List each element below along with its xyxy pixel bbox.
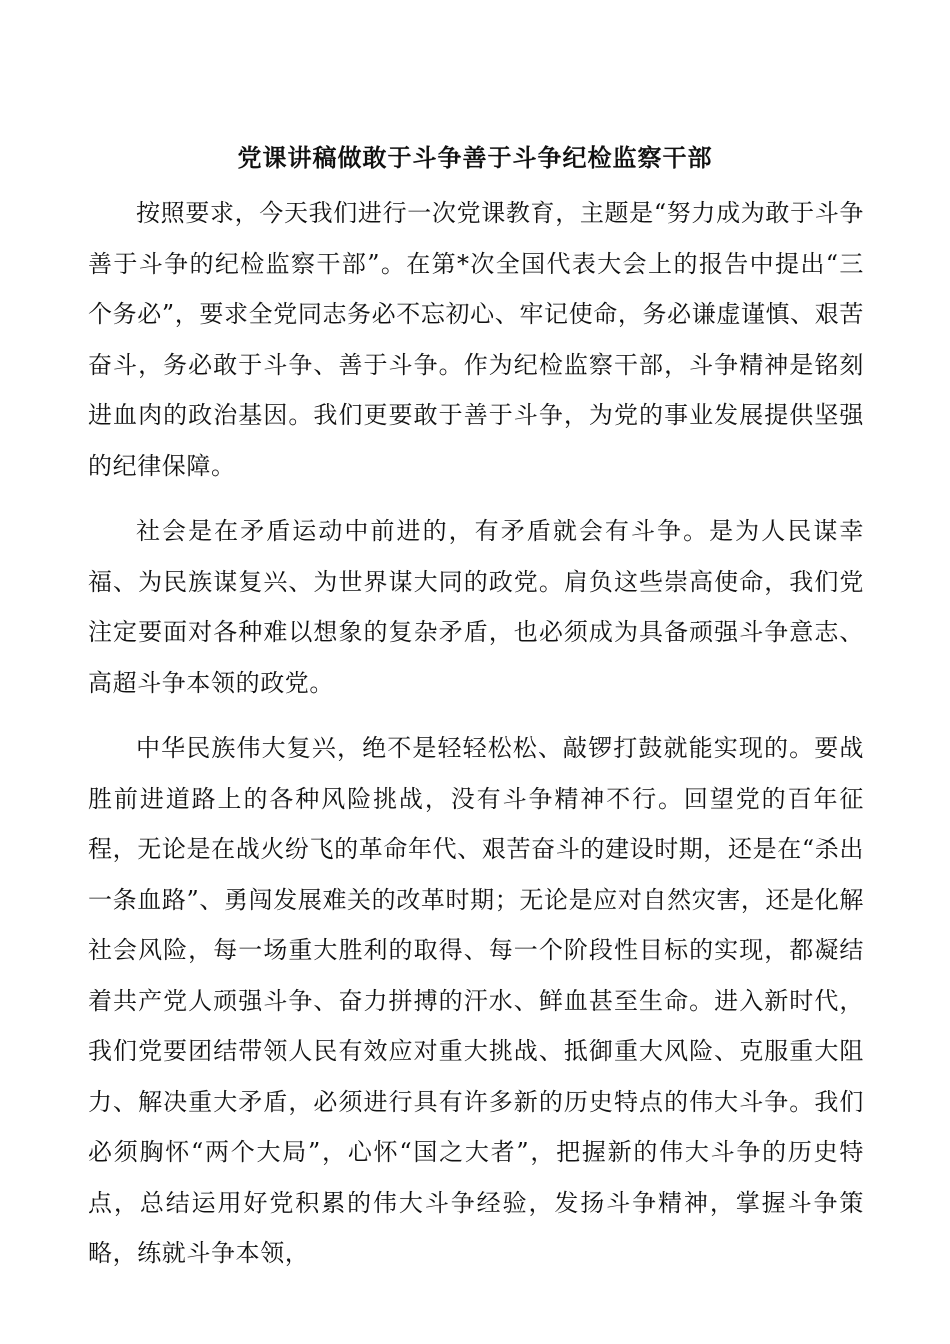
paragraph: 按照要求，今天我们进行一次党课教育，主题是“努力成为敢于斗争善于斗争的纪检监察干部”。在第*次全国代表大会上的报告中提出“三个务必”，要求全党同志务必不忘初心、牢记使命，务必谦虚谨慎、艰苦奋斗，务必敢于斗争、善于斗争。作为纪检监察干部，斗争精神是铭刻进血肉的政治基因。我们更要敢于善于斗争，为党的事业发展提供坚强的纪律保障。 <box>88 199 864 480</box>
paragraph: 社会是在矛盾运动中前进的，有矛盾就会有斗争。是为人民谋幸福、为民族谋复兴、为世界谋大同的政党。肩负这些崇高使命，我们党注定要面对各种难以想象的复杂矛盾，也必须成为具备顽强斗争意志、高超斗争本领的政党。 <box>88 517 864 697</box>
document-body <box>88 188 864 1294</box>
paragraph: 中华民族伟大复兴，绝不是轻轻松松、敲锣打鼓就能实现的。要战胜前进道路上的各种风险挑战，没有斗争精神不行。回望党的百年征程，无论是在战火纷飞的革命年代、艰苦奋斗的建设时期，还是在“杀出一条血路”、勇闯发展难关的改革时期；无论是应对自然灾害，还是化解社会风险，每一场重大胜利的取得、每一个阶段性目标的实现，都凝结着共产党人顽强斗争、奋力拼搏的汗水、鲜血甚至生命。进入新时代，我们党要团结带领人民有效应对重大挑战、抵御重大风险、克服重大阻力、解决重大矛盾，必须进行具有许多新的历史特点的伟大斗争。我们必须胸怀“两个大局”，心怀“国之大者”，把握新的伟大斗争的历史特点，总结运用好党积累的伟大斗争经验，发扬斗争精神，掌握斗争策略，练就斗争本领， <box>88 734 864 1267</box>
document-title: 党课讲稿做敢于斗争善于斗争纪检监察干部 <box>237 144 713 172</box>
